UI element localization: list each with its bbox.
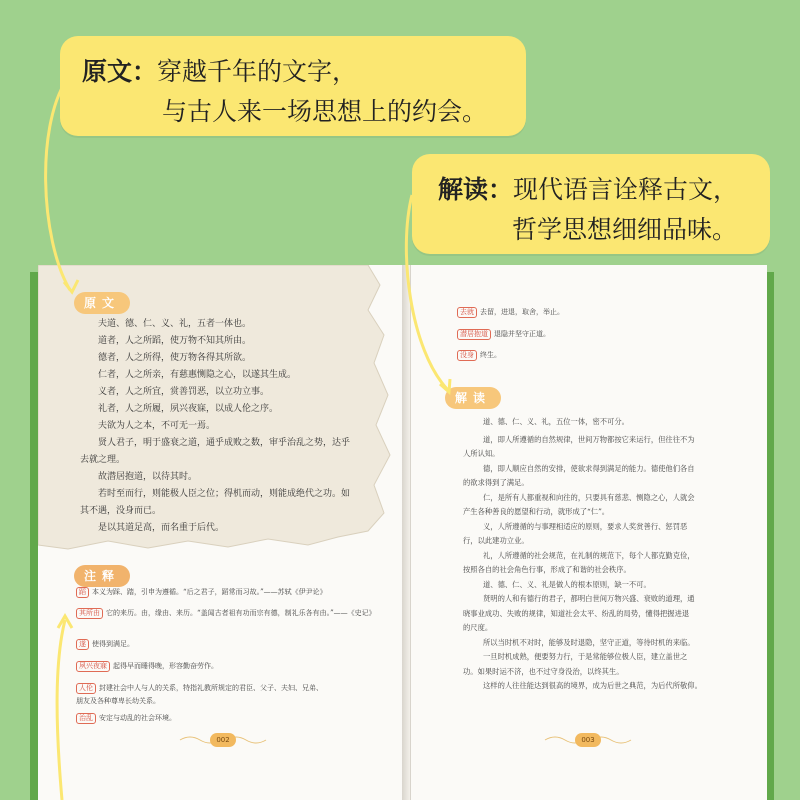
interp-line: 礼，人所遵循的社会规范，在礼制的规范下，每个人都克勤克俭， [483, 551, 695, 560]
interp-line: 一旦时机成熟，便要努力行，于是常能够位极人臣，建立盖世之 [483, 652, 688, 661]
callout-original-line2: 与古人来一场思想上的约会。 [162, 97, 488, 126]
note-text: 退隐并坚守正道。 [494, 330, 550, 338]
note-tag: 人伦 [76, 683, 96, 694]
note-text: 起得早而睡得晚，形容勤奋劳作。 [113, 662, 218, 670]
note-item [76, 713, 176, 724]
page-number-left: 002 [210, 733, 236, 747]
note-text: 它的来历。由，缘由、来历。“盖闻古者祖有功而宗有德，制礼乐各有由。”——《史记》 [106, 609, 376, 617]
note-text: 终生。 [480, 351, 501, 359]
note-tag: 治乱 [76, 713, 96, 724]
note-item [457, 350, 501, 361]
original-text [80, 316, 351, 537]
note-item [76, 683, 323, 694]
note-item [76, 696, 160, 706]
note-tag: 潜居抱道 [457, 329, 491, 340]
callout-original [60, 36, 526, 136]
note-tag: 蹈 [76, 587, 89, 598]
section-label-interpretation: 解读 [445, 387, 501, 409]
note-text: 去留，进退，取舍，举止。 [480, 308, 564, 316]
interp-line: 这样的人往往能达到很高的境界，成为后世之典范，为后代所敬仰。 [483, 681, 702, 690]
original-line: 去就之理。 [80, 455, 126, 465]
interp-line: 道、德、仁、义、礼，五位一体，密不可分。 [483, 417, 629, 426]
interp-line: 的欲求得到了满足。 [463, 478, 529, 487]
interp-line: 行，以此建功立业。 [463, 536, 529, 545]
original-line: 是以其道足高，而名重于后代。 [98, 523, 225, 533]
note-tag: 其所由 [76, 608, 103, 619]
interp-line: 按照各自的社会角色行事，形成了和谐的社会秩序。 [463, 565, 631, 574]
callout-original-line1: 穿越千年的文字， [157, 57, 358, 86]
open-book [38, 265, 766, 800]
original-line: 义者，人之所宜，赏善罚恶，以立功立事。 [98, 387, 270, 397]
interp-line: 德，即人顺应自然的安排，使欲求得到满足的能力。德使他们各自 [483, 464, 695, 473]
original-line: 其不遇，没身而已。 [80, 506, 162, 516]
note-text: 本义为踩、踏，引申为遵循。“后之君子，蹈常而习故。”——苏轼《伊尹论》 [92, 588, 327, 596]
original-line: 贤人君子，明于盛衰之道，通乎成败之数，审乎治乱之势，达乎 [98, 438, 351, 448]
original-line: 德者，人之所得，使万物各得其所欲。 [98, 353, 252, 363]
note-tag: 去就 [457, 307, 477, 318]
left-page [38, 265, 402, 800]
interp-line: 功。如果时运不济，也不过守身没治，以终其生。 [463, 667, 624, 676]
interp-line: 所以当时机不对时，能够及时退隐，坚守正道，等待时机的来临。 [483, 638, 695, 647]
page-number-right: 003 [575, 733, 601, 747]
original-line: 道者，人之所蹈，使万物不知其所由。 [98, 336, 252, 346]
note-item [457, 329, 550, 340]
interp-line: 晓事业成功、失败的规律，知道社会太平、纷乱的局势，懂得把握进退 [463, 609, 690, 618]
callout-original-label: 原文： [82, 57, 158, 86]
interp-line: 产生各种善良的愿望和行动，就形成了“仁”。 [463, 507, 610, 516]
note-text: 朋友及各种尊卑长幼关系。 [76, 697, 160, 705]
note-item [76, 587, 327, 598]
right-page [410, 265, 767, 800]
book-spine [402, 265, 410, 800]
section-label-notes: 注释 [74, 565, 130, 587]
interp-line: 义，人所遵循的与事理相适应的原则，要求人奖赏善行、惩罚恶 [483, 522, 688, 531]
section-label-original: 原文 [74, 292, 130, 314]
callout-interpretation-line1: 现代语言诠释古文， [513, 175, 739, 204]
interp-line: 人所认知。 [463, 449, 500, 458]
note-tag: 遂 [76, 639, 89, 650]
note-item [76, 661, 218, 672]
callout-interpretation [412, 154, 770, 254]
original-line: 礼者，人之所履，夙兴夜寐，以成人伦之序。 [98, 404, 279, 414]
interp-line: 道、德、仁、义、礼是做人的根本原则，缺一不可。 [483, 580, 651, 589]
note-tag: 夙兴夜寐 [76, 661, 110, 672]
note-item [76, 607, 376, 619]
note-item [76, 639, 134, 650]
interp-line: 道，即人所遵循的自然规律，世间万物都按它来运行，但往往不为 [483, 435, 695, 444]
interp-line: 仁，是所有人都重视和向往的，只要具有慈悲、恻隐之心，人就会 [483, 493, 695, 502]
original-line: 若时至而行，则能极人臣之位；得机而动，则能成绝代之功。如 [98, 489, 351, 499]
note-tag: 没身 [457, 350, 477, 361]
note-text: 安定与动乱的社会环境。 [99, 714, 176, 722]
original-line: 故潜居抱道，以待其时。 [98, 472, 198, 482]
note-text: 封建社会中人与人的关系，特指礼教所规定的君臣、父子、夫妇、兄弟、 [99, 684, 323, 692]
callout-interpretation-label: 解读： [438, 175, 514, 204]
original-line: 夫道、德、仁、义、礼，五者一体也。 [98, 319, 252, 329]
original-line: 仁者，人之所亲，有慈惠恻隐之心，以遂其生成。 [98, 370, 297, 380]
callout-interpretation-line2: 哲学思想细细品味。 [512, 215, 738, 244]
note-item [457, 307, 564, 318]
interp-line: 贤明的人和有德行的君子，都明白世间万物兴盛、衰败的道理，通 [483, 594, 695, 603]
original-line: 夫欲为人之本，不可无一焉。 [98, 421, 216, 431]
note-text: 使得到满足。 [92, 640, 134, 648]
interp-line: 的尺度。 [463, 623, 493, 632]
